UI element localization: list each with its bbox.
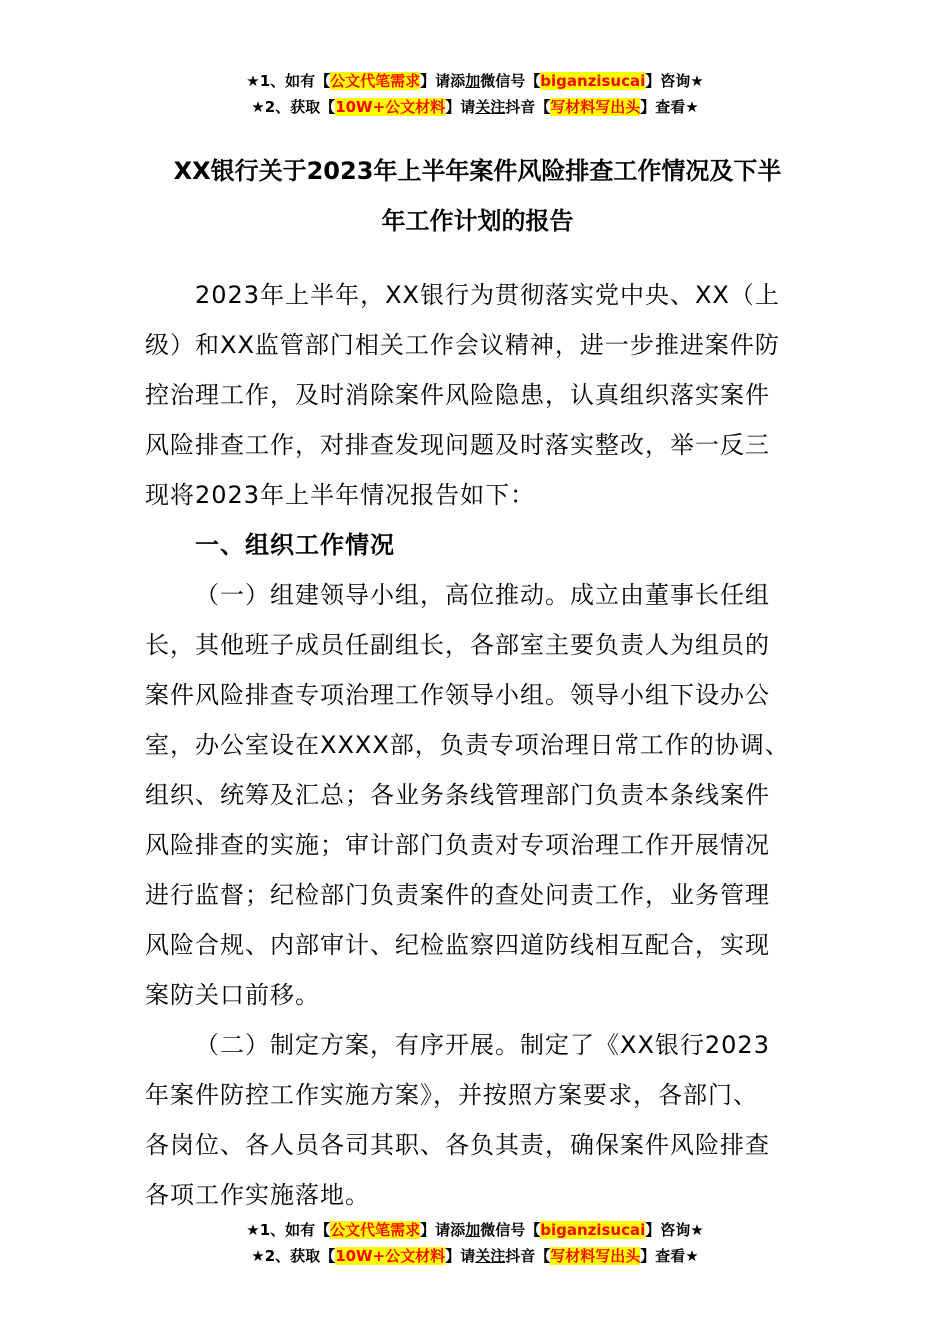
banner-text: 】请添 — [420, 72, 466, 90]
banner-text: 】请 — [445, 98, 476, 116]
banner-text: 】咨询★ — [645, 1221, 704, 1239]
banner-text: 】查看★ — [640, 1247, 699, 1265]
banner-text: 】咨询★ — [645, 72, 704, 90]
body-line: 长，其他班子成员任副组长，各部室主要负责人为组员的 — [145, 631, 770, 659]
underlined-text: 关注 — [475, 98, 506, 116]
body-line: （二）制定方案，有序开展。制定了《XX银行2023 — [195, 1031, 770, 1059]
banner-text: 】请添 — [420, 1221, 466, 1239]
banner-text: 微信号【 — [480, 1221, 541, 1239]
banner-text: ★2、获取【 — [251, 1247, 336, 1265]
banner-text: 】请 — [445, 1247, 476, 1265]
title-line: XX银行关于2023年上半年案件风险排查工作情况及下半 — [173, 157, 782, 185]
body-line: 组织、统筹及汇总；各业务条线管理部门负责本条线案件 — [145, 781, 770, 809]
highlight-text: 公文代笔需求 — [330, 1221, 421, 1239]
document-body — [145, 270, 815, 1220]
banner-text: 】查看★ — [640, 98, 699, 116]
banner-text: 微信号【 — [480, 72, 541, 90]
body-line: 风险排查工作，对排查发现问题及时落实整改，举一反三 — [145, 431, 770, 459]
document-title — [145, 146, 810, 246]
body-line: 年案件防控工作实施方案》，并按照方案要求，各部门、 — [145, 1081, 758, 1109]
body-line: 进行监督；纪检部门负责案件的查处问责工作，业务管理 — [145, 881, 770, 909]
underlined-text: 加 — [465, 1221, 481, 1239]
body-line: （一）组建领导小组，高位推动。成立由董事长任组 — [195, 581, 770, 609]
title-line: 年工作计划的报告 — [381, 207, 574, 235]
banner-line-2 — [0, 94, 950, 120]
banner-text: ★1、如有【 — [246, 72, 331, 90]
body-line: 室，办公室设在XXXX部，负责专项治理日常工作的协调、 — [145, 731, 790, 759]
body-line: 控治理工作，及时消除案件风险隐患，认真组织落实案件 — [145, 381, 770, 409]
header-banner — [0, 68, 950, 120]
body-line: 案防关口前移。 — [145, 981, 320, 1009]
section-heading: 一、组织工作情况 — [195, 531, 395, 559]
banner-line-1 — [0, 1217, 950, 1243]
banner-text: ★1、如有【 — [246, 1221, 331, 1239]
body-line: 2023年上半年，XX银行为贯彻落实党中央、XX（上 — [195, 281, 780, 309]
banner-text: ★2、获取【 — [251, 98, 336, 116]
underlined-text: 关注 — [475, 1247, 506, 1265]
banner-text: 抖音【 — [505, 98, 551, 116]
highlight-text: 写材料写出头 — [550, 98, 641, 116]
banner-line-2 — [0, 1243, 950, 1269]
highlight-text: 10W+公文材料 — [335, 98, 446, 116]
banner-line-1 — [0, 68, 950, 94]
body-line: 各项工作实施落地。 — [145, 1181, 370, 1209]
highlight-text: 写材料写出头 — [550, 1247, 641, 1265]
body-line: 案件风险排查专项治理工作领导小组。领导小组下设办公 — [145, 681, 770, 709]
banner-text: 抖音【 — [505, 1247, 551, 1265]
underlined-text: 加 — [465, 72, 481, 90]
body-line: 现将2023年上半年情况报告如下： — [145, 481, 536, 509]
highlight-text: biganzisucai — [540, 72, 646, 90]
body-line: 各岗位、各人员各司其职、各负其责，确保案件风险排查 — [145, 1131, 770, 1159]
body-line: 风险合规、内部审计、纪检监察四道防线相互配合，实现 — [145, 931, 770, 959]
body-line: 风险排查的实施；审计部门负责对专项治理工作开展情况 — [145, 831, 770, 859]
highlight-text: biganzisucai — [540, 1221, 646, 1239]
highlight-text: 10W+公文材料 — [335, 1247, 446, 1265]
footer-banner — [0, 1217, 950, 1269]
body-line: 级）和XX监管部门相关工作会议精神，进一步推进案件防 — [145, 331, 780, 359]
highlight-text: 公文代笔需求 — [330, 72, 421, 90]
